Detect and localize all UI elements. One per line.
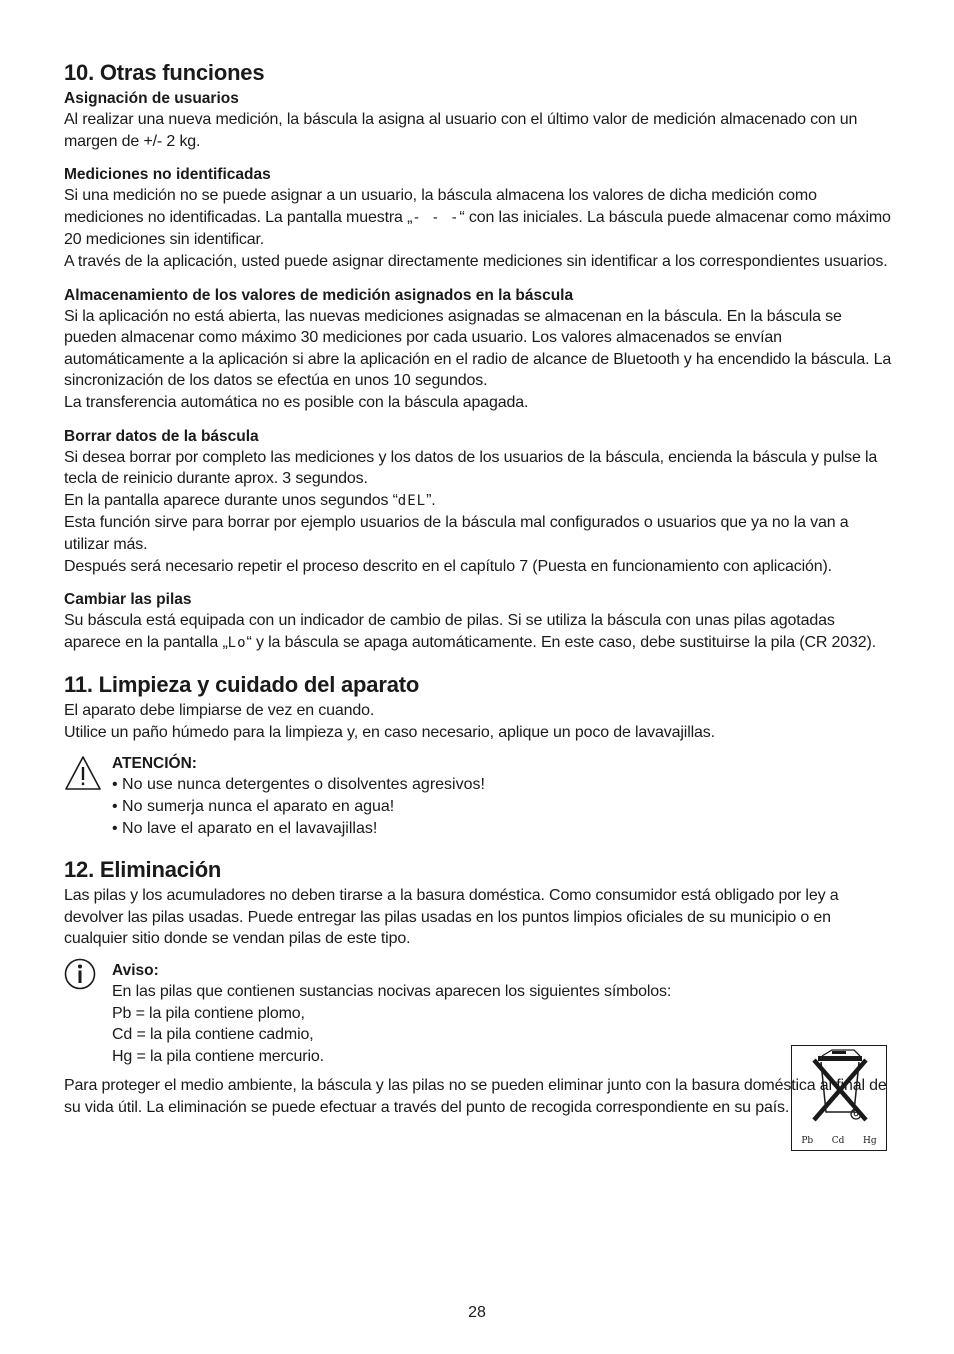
heading-change-batteries: Cambiar las pilas — [64, 591, 192, 609]
page-content — [64, 58, 894, 1119]
list-item: • No lave el aparato en el lavavajillas! — [112, 818, 894, 840]
del-display-symbol: dEL — [397, 492, 427, 509]
dash-display-symbol: - - - — [412, 209, 460, 226]
storage-text-2: La transferencia automática no es posible con la báscula apagada. — [64, 393, 529, 411]
storage-text-1: Si la aplicación no está abierta, las nuevas mediciones asignadas se almacenan en la báscula. En la báscula se pueden almacenar como máximo 30 mediciones por cada usuario. Los valores almacenados se envían automáticamente a la aplicación si abre la aplicación en el radio de alcance de Bluetooth y ha encendido la báscula. La sincronización de los datos se efectúa en unos 10 segundos. — [64, 307, 892, 390]
cleaning-text-2: Utilice un paño húmedo para la limpieza y, en caso necesario, aplique un poco de lavavajillas. — [64, 723, 715, 741]
heading-delete-data: Borrar datos de la báscula — [64, 427, 259, 445]
user-assignment-text: Al realizar una nueva medición, la báscula la asigna al usuario con el último valor de medición almacenado con un margen de +/- 2 kg. — [64, 111, 858, 150]
heading-user-assignment: Asignación de usuarios — [64, 90, 239, 107]
unidentified-text-2: A través de la aplicación, usted puede asignar directamente mediciones sin identificar a los correspondientes usuarios. — [64, 252, 888, 270]
crossed-wheelie-bin-icon — [792, 1046, 885, 1134]
unidentified-text-1a: Si una medición no se puede asignar a un usuario, la báscula almacena los valores de dicha medición como mediciones no identificadas. La pantalla muestra „ — [64, 187, 817, 226]
cleaning-text-1: El aparato debe limpiarse de vez en cuando. — [64, 702, 375, 720]
section-12-title: 12. Eliminación — [64, 857, 222, 883]
bin-labels — [792, 1136, 886, 1146]
unidentified-text-1 — [64, 185, 894, 251]
batteries-text-a: Su báscula está equipada con un indicador de cambio de pilas. Si se utiliza la báscula con unas pilas agotadas aparece en la pantalla „ — [64, 612, 835, 651]
note-line: En las pilas que contienen sustancias nocivas aparecen los siguientes símbolos: — [112, 983, 672, 1001]
crossed-bin-symbol — [791, 1045, 887, 1151]
warning-title: ATENCIÓN: — [112, 755, 197, 773]
note-title: Aviso: — [112, 962, 159, 980]
info-icon — [64, 958, 96, 990]
lo-display-symbol: Lo — [227, 634, 247, 651]
section-11-title: 11. Limpieza y cuidado del aparato — [64, 672, 420, 698]
page-number: 28 — [468, 1304, 486, 1321]
batteries-text — [64, 610, 894, 654]
bin-label-pb: Pb — [801, 1136, 814, 1146]
heading-unidentified-measurements: Mediciones no identificadas — [64, 166, 271, 184]
delete-text-4: Después será necesario repetir el proceso descrito en el capítulo 7 (Puesta en funcionamiento con aplicación). — [64, 557, 832, 575]
warning-box — [64, 753, 894, 839]
disposal-text-1: Las pilas y los acumuladores no deben tirarse a la basura doméstica. Como consumidor está obligado por ley a devolver las pilas usadas. Puede entregar las pilas usadas en los puntos limpios oficiales de su municipio o en cualquier sitio donde se vendan pilas de este tipo. — [64, 887, 839, 948]
delete-text-2 — [64, 490, 894, 513]
warning-list — [112, 774, 894, 839]
unidentified-text-1b: “ con las iniciales. La báscula puede almacenar como máximo 20 mediciones sin identificar. — [64, 208, 891, 249]
delete-text-1: Si desea borrar por completo las mediciones y los datos de los usuarios de la báscula, encienda la báscula y pulse la tecla de reinicio durante aprox. 3 segundos. — [64, 448, 878, 488]
list-item: • No use nunca detergentes o disolventes agresivos! — [112, 774, 894, 796]
delete-text-3: Esta función sirve para borrar por ejemplo usuarios de la báscula mal configurados o usuarios que ya no la van a utilizar más. — [64, 514, 849, 553]
note-box — [64, 960, 894, 1067]
bin-label-hg: Hg — [863, 1136, 877, 1146]
note-line: Hg = la pila contiene mercurio. — [112, 1047, 324, 1065]
delete-text-2a: En la pantalla aparece durante unos segundos “ — [64, 491, 398, 509]
list-item: • No sumerja nunca el aparato en agua! — [112, 796, 894, 818]
warning-triangle-icon — [64, 755, 102, 791]
heading-storage: Almacenamiento de los valores de medición asignados en la báscula — [64, 286, 574, 304]
batteries-text-b: “ y la báscula se apaga automáticamente. En este caso, debe sustituirse la pila (CR 2032). — [246, 633, 877, 651]
delete-text-2b: ”. — [426, 491, 436, 509]
note-line: Pb = la pila contiene plomo, — [112, 1004, 305, 1022]
section-10-title: 10. Otras funciones — [64, 60, 265, 85]
note-line: Cd = la pila contiene cadmio, — [112, 1026, 314, 1044]
disposal-text-2: Para proteger el medio ambiente, la báscula y las pilas no se pueden eliminar junto con la basura doméstica al final de su vida útil. La eliminación se puede efectuar a través del punto de recogida correspondiente en su país. — [64, 1077, 887, 1116]
bin-label-cd: Cd — [831, 1136, 845, 1146]
